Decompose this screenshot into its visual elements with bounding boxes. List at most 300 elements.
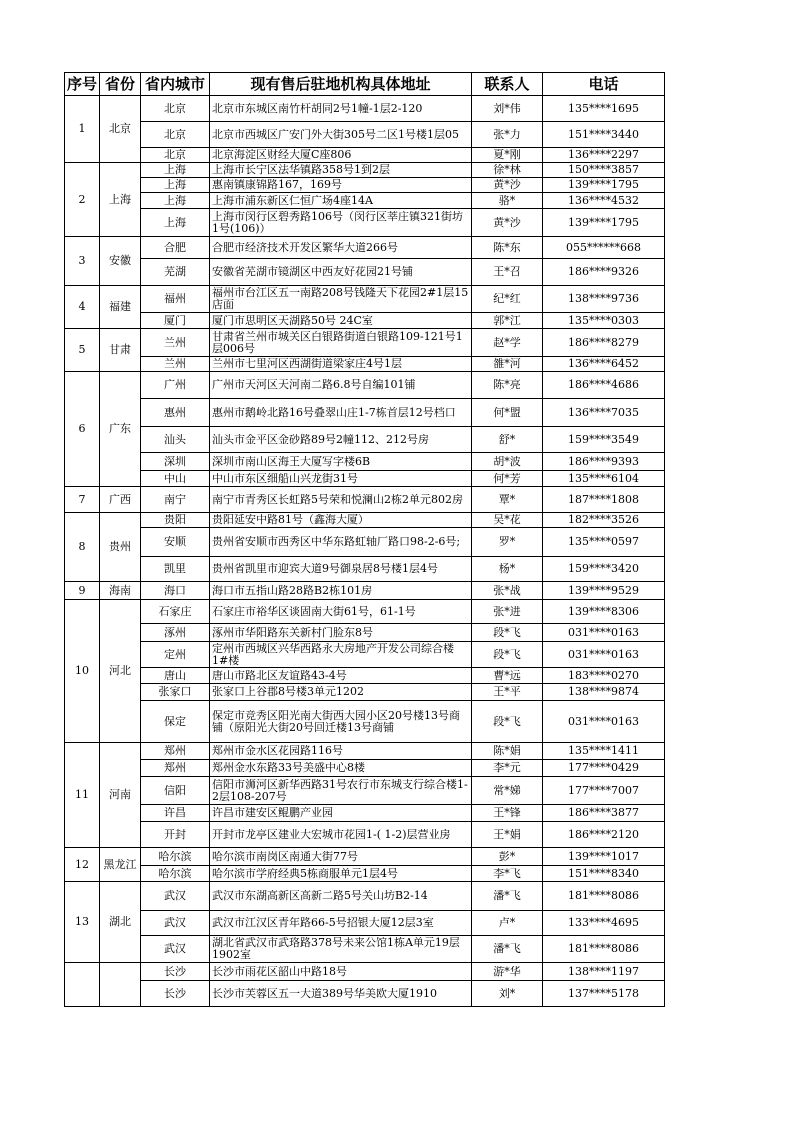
address-cell bbox=[210, 148, 472, 163]
province-cell: 广东 bbox=[100, 372, 141, 487]
table-row bbox=[65, 760, 665, 777]
table-row bbox=[65, 329, 665, 357]
city-cell-text: 郑州 bbox=[164, 745, 186, 757]
group-number: 2 bbox=[65, 163, 100, 237]
table-row bbox=[65, 178, 665, 193]
table-row bbox=[65, 936, 665, 963]
phone-cell bbox=[543, 237, 665, 259]
address-cell-text: 哈尔滨市学府经典5栋商服单元1层4号 bbox=[212, 867, 398, 880]
address-cell-text: 甘肃省兰州市城关区白银路街道白银路109-121号1层006号 bbox=[212, 330, 463, 355]
table-row bbox=[65, 963, 665, 981]
phone-cell-text: 139****1795 bbox=[568, 216, 639, 229]
address-cell bbox=[210, 743, 472, 760]
city-cell bbox=[141, 805, 210, 822]
address-cell bbox=[210, 427, 472, 453]
phone-cell-text: 136****2297 bbox=[568, 149, 639, 161]
phone-cell-text: 135****0597 bbox=[568, 536, 639, 548]
address-cell bbox=[210, 237, 472, 259]
contact-cell bbox=[472, 822, 543, 848]
address-cell-text: 上海市闵行区碧秀路106号（闵行区莘庄镇321街坊1号(106)） bbox=[212, 210, 463, 235]
address-cell bbox=[210, 178, 472, 193]
address-cell-text: 长沙市芙蓉区五一大道389号华美欧大厦1910 bbox=[212, 987, 437, 1000]
group-number: 13 bbox=[65, 882, 100, 963]
phone-cell-text: 031****0163 bbox=[568, 648, 639, 661]
address-cell-text: 汕头市金平区金砂路89号2幢112、212号房 bbox=[212, 433, 429, 446]
table-row bbox=[65, 981, 665, 1007]
province-cell: 湖北 bbox=[100, 882, 141, 963]
header-row bbox=[65, 73, 665, 96]
group-number: 12 bbox=[65, 848, 100, 882]
city-cell bbox=[141, 513, 210, 528]
city-cell-text: 哈尔滨 bbox=[158, 850, 192, 863]
address-cell bbox=[210, 684, 472, 701]
city-cell bbox=[141, 329, 210, 357]
contact-cell bbox=[472, 911, 543, 936]
group-number: 10 bbox=[65, 600, 100, 743]
contact-cell-text: 张*力 bbox=[493, 128, 521, 141]
city-cell bbox=[141, 286, 210, 313]
table-row bbox=[65, 822, 665, 848]
contact-cell bbox=[472, 582, 543, 600]
table-row bbox=[65, 237, 665, 259]
address-cell bbox=[210, 936, 472, 963]
city-cell bbox=[141, 163, 210, 178]
contact-cell-text: 黄*沙 bbox=[493, 216, 521, 229]
city-cell-text: 汕头 bbox=[164, 433, 186, 446]
province-cell: 甘肃 bbox=[100, 329, 141, 372]
contact-cell bbox=[472, 882, 543, 911]
table-row bbox=[65, 600, 665, 624]
address-cell bbox=[210, 96, 472, 122]
address-cell bbox=[210, 557, 472, 582]
phone-cell bbox=[543, 557, 665, 582]
city-cell-text: 上海 bbox=[164, 194, 186, 207]
address-cell bbox=[210, 372, 472, 399]
phone-cell-text: 139****8306 bbox=[568, 605, 639, 618]
phone-cell-text: 151****3440 bbox=[568, 128, 639, 141]
contact-cell-text: 胡*波 bbox=[493, 455, 521, 468]
phone-cell bbox=[543, 193, 665, 209]
address-cell-text: 张家口上谷郡8号楼3单元1202 bbox=[212, 686, 364, 698]
address-cell-text: 贵阳延安中路81号（鑫海大厦） bbox=[212, 514, 369, 526]
phone-cell-text: 181****8086 bbox=[568, 943, 639, 955]
header-no: 序号 bbox=[65, 73, 100, 96]
contact-cell-text: 覃* bbox=[498, 493, 516, 506]
province-cell: 河南 bbox=[100, 743, 141, 848]
phone-cell bbox=[543, 743, 665, 760]
city-cell-text: 武汉 bbox=[164, 890, 186, 902]
city-cell-text: 福州 bbox=[164, 293, 186, 305]
table-row bbox=[65, 193, 665, 209]
address-cell-text: 安徽省芜湖市镜湖区中西友好花园21号铺 bbox=[212, 266, 413, 278]
group-number: 6 bbox=[65, 372, 100, 487]
address-cell bbox=[210, 822, 472, 848]
address-cell bbox=[210, 528, 472, 557]
phone-cell bbox=[543, 96, 665, 122]
contact-cell bbox=[472, 743, 543, 760]
address-cell-text: 惠南镇康锦路167，169号 bbox=[212, 179, 342, 191]
table-row bbox=[65, 122, 665, 148]
contact-cell-text: 徐*林 bbox=[493, 164, 521, 176]
city-cell bbox=[141, 582, 210, 600]
phone-cell-text: 151****8340 bbox=[568, 867, 639, 880]
contact-cell-text: 雒*河 bbox=[493, 358, 521, 370]
contact-cell-text: 杨* bbox=[498, 563, 516, 575]
address-cell-text: 武汉市江汉区青年路66-5号招银大厦12层3室 bbox=[212, 917, 434, 929]
city-cell bbox=[141, 237, 210, 259]
contact-cell-text: 纪*红 bbox=[493, 293, 521, 305]
phone-cell-text: 187****1808 bbox=[568, 493, 639, 506]
header-address: 现有售后驻地机构具体地址 bbox=[210, 73, 472, 96]
table-row bbox=[65, 148, 665, 163]
phone-cell bbox=[543, 882, 665, 911]
phone-cell-text: 138****1197 bbox=[568, 965, 639, 978]
address-cell bbox=[210, 963, 472, 981]
contact-cell bbox=[472, 805, 543, 822]
phone-cell bbox=[543, 122, 665, 148]
contact-cell-text: 刘* bbox=[498, 987, 516, 1000]
city-cell-text: 芜湖 bbox=[164, 266, 186, 278]
city-cell bbox=[141, 684, 210, 701]
phone-cell-text: 135****1411 bbox=[568, 745, 639, 757]
table-row bbox=[65, 624, 665, 642]
address-cell-text: 上海市浦东新区仁恒广场4座14A bbox=[212, 194, 373, 207]
city-cell-text: 保定 bbox=[164, 715, 186, 728]
phone-cell-text: 177****7007 bbox=[568, 784, 639, 797]
contact-cell bbox=[472, 642, 543, 668]
city-cell bbox=[141, 148, 210, 163]
city-cell bbox=[141, 487, 210, 513]
contact-cell bbox=[472, 487, 543, 513]
phone-cell bbox=[543, 805, 665, 822]
phone-cell-text: 136****4532 bbox=[568, 194, 639, 207]
contact-cell-text: 王*召 bbox=[493, 266, 521, 278]
phone-cell bbox=[543, 582, 665, 600]
address-cell bbox=[210, 193, 472, 209]
city-cell-text: 郑州 bbox=[164, 762, 186, 774]
contact-cell-text: 曹*远 bbox=[493, 669, 521, 682]
phone-cell-text: 135****1695 bbox=[568, 102, 639, 115]
address-cell-text: 郑州金水东路33号美盛中心8楼 bbox=[212, 762, 365, 774]
city-cell-text: 北京 bbox=[164, 128, 186, 141]
address-cell-text: 上海市长宁区法华镇路358号1到2层 bbox=[212, 164, 390, 176]
contact-cell-text: 潘*飞 bbox=[493, 890, 521, 902]
province-cell: 上海 bbox=[100, 163, 141, 237]
contact-cell-text: 王*平 bbox=[493, 686, 521, 698]
city-cell bbox=[141, 453, 210, 471]
contact-cell bbox=[472, 557, 543, 582]
phone-cell bbox=[543, 684, 665, 701]
contact-cell-text: 王*娟 bbox=[493, 828, 521, 841]
contact-cell bbox=[472, 684, 543, 701]
contact-cell-text: 夏*刚 bbox=[493, 149, 521, 161]
contact-cell-text: 段*飞 bbox=[493, 626, 521, 639]
phone-cell-text: 186****9326 bbox=[568, 266, 639, 278]
city-cell bbox=[141, 963, 210, 981]
address-cell-text: 北京市西城区广安门外大街305号二区1号楼1层05 bbox=[212, 128, 459, 141]
address-cell-text: 湖北省武汉市武珞路378号未来公馆1栋A单元19层1902室 bbox=[212, 937, 460, 961]
city-cell bbox=[141, 471, 210, 487]
address-cell-text: 中山市东区细船山兴龙街31号 bbox=[212, 472, 358, 485]
city-cell bbox=[141, 701, 210, 743]
city-cell-text: 信阳 bbox=[164, 784, 186, 797]
address-cell-text: 武汉市东湖高新区高新二路5号关山坊B2-14 bbox=[212, 890, 428, 902]
city-cell bbox=[141, 209, 210, 237]
phone-cell bbox=[543, 760, 665, 777]
contact-cell bbox=[472, 963, 543, 981]
contact-cell-text: 何*盟 bbox=[493, 406, 521, 419]
contact-cell bbox=[472, 668, 543, 684]
contact-cell-text: 彭* bbox=[498, 850, 516, 863]
phone-cell-text: 139****9529 bbox=[568, 584, 639, 597]
city-cell bbox=[141, 882, 210, 911]
contact-cell-text: 卢* bbox=[498, 917, 516, 929]
city-cell-text: 贵阳 bbox=[164, 514, 186, 526]
phone-cell bbox=[543, 848, 665, 866]
address-cell-text: 兰州市七里河区西湖街道梁家庄4号1层 bbox=[212, 358, 402, 370]
city-cell bbox=[141, 259, 210, 286]
phone-cell-text: 159****3420 bbox=[568, 563, 639, 575]
city-cell-text: 北京 bbox=[164, 102, 186, 115]
city-cell-text: 兰州 bbox=[164, 336, 186, 349]
address-cell-text: 厦门市思明区天湖路50号 24C室 bbox=[212, 314, 373, 327]
address-cell-text: 福州市台江区五一南路208号钱隆天下花园2#1层15店面 bbox=[212, 287, 469, 311]
city-cell-text: 武汉 bbox=[164, 943, 186, 955]
city-cell-text: 开封 bbox=[164, 828, 186, 841]
contact-cell-text: 李*元 bbox=[493, 762, 521, 774]
address-cell bbox=[210, 453, 472, 471]
contact-cell bbox=[472, 148, 543, 163]
city-cell-text: 南宁 bbox=[164, 493, 186, 506]
province-cell: 海南 bbox=[100, 582, 141, 600]
phone-cell-text: 138****9874 bbox=[568, 686, 639, 698]
address-cell bbox=[210, 848, 472, 866]
city-cell-text: 广州 bbox=[164, 379, 186, 391]
contact-cell bbox=[472, 427, 543, 453]
contact-cell bbox=[472, 329, 543, 357]
city-cell-text: 长沙 bbox=[164, 987, 186, 1000]
contact-cell-text: 段*飞 bbox=[493, 648, 521, 661]
table-row bbox=[65, 471, 665, 487]
phone-cell-text: 139****1795 bbox=[568, 179, 639, 191]
contact-cell bbox=[472, 981, 543, 1007]
city-cell-text: 深圳 bbox=[164, 455, 186, 468]
address-cell bbox=[210, 911, 472, 936]
phone-cell-text: 150****3857 bbox=[568, 164, 639, 176]
contact-cell-text: 游*华 bbox=[493, 965, 521, 978]
address-cell bbox=[210, 286, 472, 313]
address-cell bbox=[210, 624, 472, 642]
table-row bbox=[65, 582, 665, 600]
contact-cell-text: 何*芳 bbox=[493, 472, 521, 485]
city-cell-text: 上海 bbox=[164, 216, 186, 229]
address-cell bbox=[210, 399, 472, 427]
phone-cell-text: 186****3877 bbox=[568, 807, 639, 819]
province-cell bbox=[100, 963, 141, 1007]
table-row bbox=[65, 487, 665, 513]
header-contact: 联系人 bbox=[472, 73, 543, 96]
city-cell-text: 石家庄 bbox=[158, 605, 192, 618]
table-row bbox=[65, 701, 665, 743]
city-cell bbox=[141, 760, 210, 777]
group-number bbox=[65, 963, 100, 1007]
phone-cell bbox=[543, 372, 665, 399]
phone-cell bbox=[543, 313, 665, 329]
contact-cell-text: 刘*伟 bbox=[493, 102, 521, 115]
table-row bbox=[65, 357, 665, 372]
address-cell-text: 贵州省安顺市西秀区中华东路虹轴厂路口98-2-6号; bbox=[212, 536, 461, 548]
city-cell bbox=[141, 399, 210, 427]
address-cell bbox=[210, 487, 472, 513]
phone-cell-text: 177****0429 bbox=[568, 762, 639, 774]
contact-cell bbox=[472, 357, 543, 372]
table-row bbox=[65, 163, 665, 178]
phone-cell bbox=[543, 163, 665, 178]
phone-cell-text: 031****0163 bbox=[568, 715, 639, 728]
city-cell bbox=[141, 313, 210, 329]
city-cell-text: 上海 bbox=[164, 164, 186, 176]
phone-cell-text: 159****3549 bbox=[568, 433, 639, 446]
phone-cell-text: 186****4686 bbox=[568, 379, 639, 391]
address-cell-text: 信阳市浉河区新华西路31号农行市东城支行综合楼1-2层108-207号 bbox=[212, 778, 468, 803]
address-cell-text: 贵州省凯里市迎宾大道9号御泉居8号楼1层4号 bbox=[212, 563, 438, 575]
address-cell-text: 许昌市建安区鲲鹏产业园 bbox=[212, 807, 333, 819]
city-cell bbox=[141, 777, 210, 805]
city-cell-text: 唐山 bbox=[164, 669, 186, 682]
phone-cell bbox=[543, 528, 665, 557]
contact-cell bbox=[472, 96, 543, 122]
address-cell bbox=[210, 313, 472, 329]
city-cell bbox=[141, 822, 210, 848]
address-cell bbox=[210, 329, 472, 357]
address-cell bbox=[210, 882, 472, 911]
group-number: 3 bbox=[65, 237, 100, 286]
address-cell bbox=[210, 122, 472, 148]
contact-cell bbox=[472, 936, 543, 963]
city-cell-text: 哈尔滨 bbox=[158, 867, 192, 880]
address-cell bbox=[210, 582, 472, 600]
contact-cell bbox=[472, 701, 543, 743]
contact-cell bbox=[472, 866, 543, 882]
contact-cell bbox=[472, 372, 543, 399]
contact-cell bbox=[472, 259, 543, 286]
table-row bbox=[65, 528, 665, 557]
city-cell-text: 长沙 bbox=[164, 965, 186, 978]
address-cell-text: 南宁市青秀区长虹路5号荣和悦澜山2栋2单元802房 bbox=[212, 493, 463, 506]
table-row bbox=[65, 743, 665, 760]
group-number: 4 bbox=[65, 286, 100, 329]
table-row bbox=[65, 313, 665, 329]
address-cell bbox=[210, 777, 472, 805]
contact-cell bbox=[472, 286, 543, 313]
contact-cell-text: 舒* bbox=[498, 433, 516, 446]
contact-cell-text: 张*战 bbox=[493, 584, 521, 597]
contact-cell-text: 罗* bbox=[498, 536, 516, 548]
city-cell bbox=[141, 427, 210, 453]
table-row bbox=[65, 286, 665, 313]
city-cell-text: 武汉 bbox=[164, 917, 186, 929]
table-row bbox=[65, 557, 665, 582]
city-cell bbox=[141, 981, 210, 1007]
city-cell-text: 海口 bbox=[164, 584, 186, 597]
address-table bbox=[64, 72, 665, 1007]
phone-cell bbox=[543, 701, 665, 743]
contact-cell bbox=[472, 193, 543, 209]
phone-cell-text: 031****0163 bbox=[568, 626, 639, 639]
table-row bbox=[65, 684, 665, 701]
address-cell-text: 海口市五指山路28路B2栋101房 bbox=[212, 584, 373, 597]
phone-cell bbox=[543, 600, 665, 624]
phone-cell bbox=[543, 471, 665, 487]
address-cell-text: 北京海淀区财经大厦C座806 bbox=[212, 149, 352, 161]
city-cell bbox=[141, 357, 210, 372]
phone-cell-text: 183****0270 bbox=[568, 669, 639, 682]
city-cell-text: 兰州 bbox=[164, 358, 186, 370]
table-row bbox=[65, 882, 665, 911]
phone-cell-text: 135****6104 bbox=[568, 472, 639, 485]
city-cell bbox=[141, 624, 210, 642]
group-number: 1 bbox=[65, 96, 100, 163]
address-cell bbox=[210, 701, 472, 743]
phone-cell bbox=[543, 513, 665, 528]
contact-cell bbox=[472, 122, 543, 148]
city-cell-text: 定州 bbox=[164, 648, 186, 661]
address-cell bbox=[210, 668, 472, 684]
phone-cell bbox=[543, 453, 665, 471]
province-cell: 黑龙江 bbox=[100, 848, 141, 882]
city-cell bbox=[141, 600, 210, 624]
table-row bbox=[65, 372, 665, 399]
phone-cell-text: 055******668 bbox=[566, 241, 641, 254]
address-cell bbox=[210, 357, 472, 372]
table-row bbox=[65, 96, 665, 122]
address-cell bbox=[210, 471, 472, 487]
city-cell bbox=[141, 528, 210, 557]
city-cell-text: 许昌 bbox=[164, 807, 186, 819]
city-cell bbox=[141, 96, 210, 122]
address-cell bbox=[210, 760, 472, 777]
address-cell bbox=[210, 642, 472, 668]
group-number: 8 bbox=[65, 513, 100, 582]
phone-cell-text: 138****9736 bbox=[568, 293, 639, 305]
contact-cell bbox=[472, 471, 543, 487]
table-body bbox=[65, 96, 665, 1007]
phone-cell bbox=[543, 777, 665, 805]
contact-cell-text: 赵*学 bbox=[493, 336, 521, 349]
address-cell-text: 深圳市南山区海王大厦写字楼6B bbox=[212, 455, 371, 468]
phone-cell-text: 182****3526 bbox=[568, 514, 639, 526]
table-row bbox=[65, 848, 665, 866]
address-cell bbox=[210, 259, 472, 286]
table-row bbox=[65, 427, 665, 453]
address-cell-text: 石家庄市裕华区谈固南大街61号，61-1号 bbox=[212, 605, 416, 618]
address-cell-text: 长沙市雨花区韶山中路18号 bbox=[212, 965, 347, 978]
address-cell-text: 唐山市路北区友谊路43-4号 bbox=[212, 669, 347, 682]
table-row bbox=[65, 259, 665, 286]
contact-cell bbox=[472, 178, 543, 193]
contact-cell-text: 陈*亮 bbox=[493, 379, 521, 391]
phone-cell bbox=[543, 148, 665, 163]
address-cell-text: 惠州市鹅岭北路16号叠翠山庄1-7栋首层12号档口 bbox=[212, 406, 456, 419]
address-cell bbox=[210, 805, 472, 822]
contact-cell-text: 黄*沙 bbox=[493, 179, 521, 191]
city-cell-text: 上海 bbox=[164, 179, 186, 191]
city-cell bbox=[141, 557, 210, 582]
header-city: 省内城市 bbox=[141, 73, 210, 96]
city-cell bbox=[141, 668, 210, 684]
contact-cell-text: 潘*飞 bbox=[493, 943, 521, 955]
header-province: 省份 bbox=[100, 73, 141, 96]
